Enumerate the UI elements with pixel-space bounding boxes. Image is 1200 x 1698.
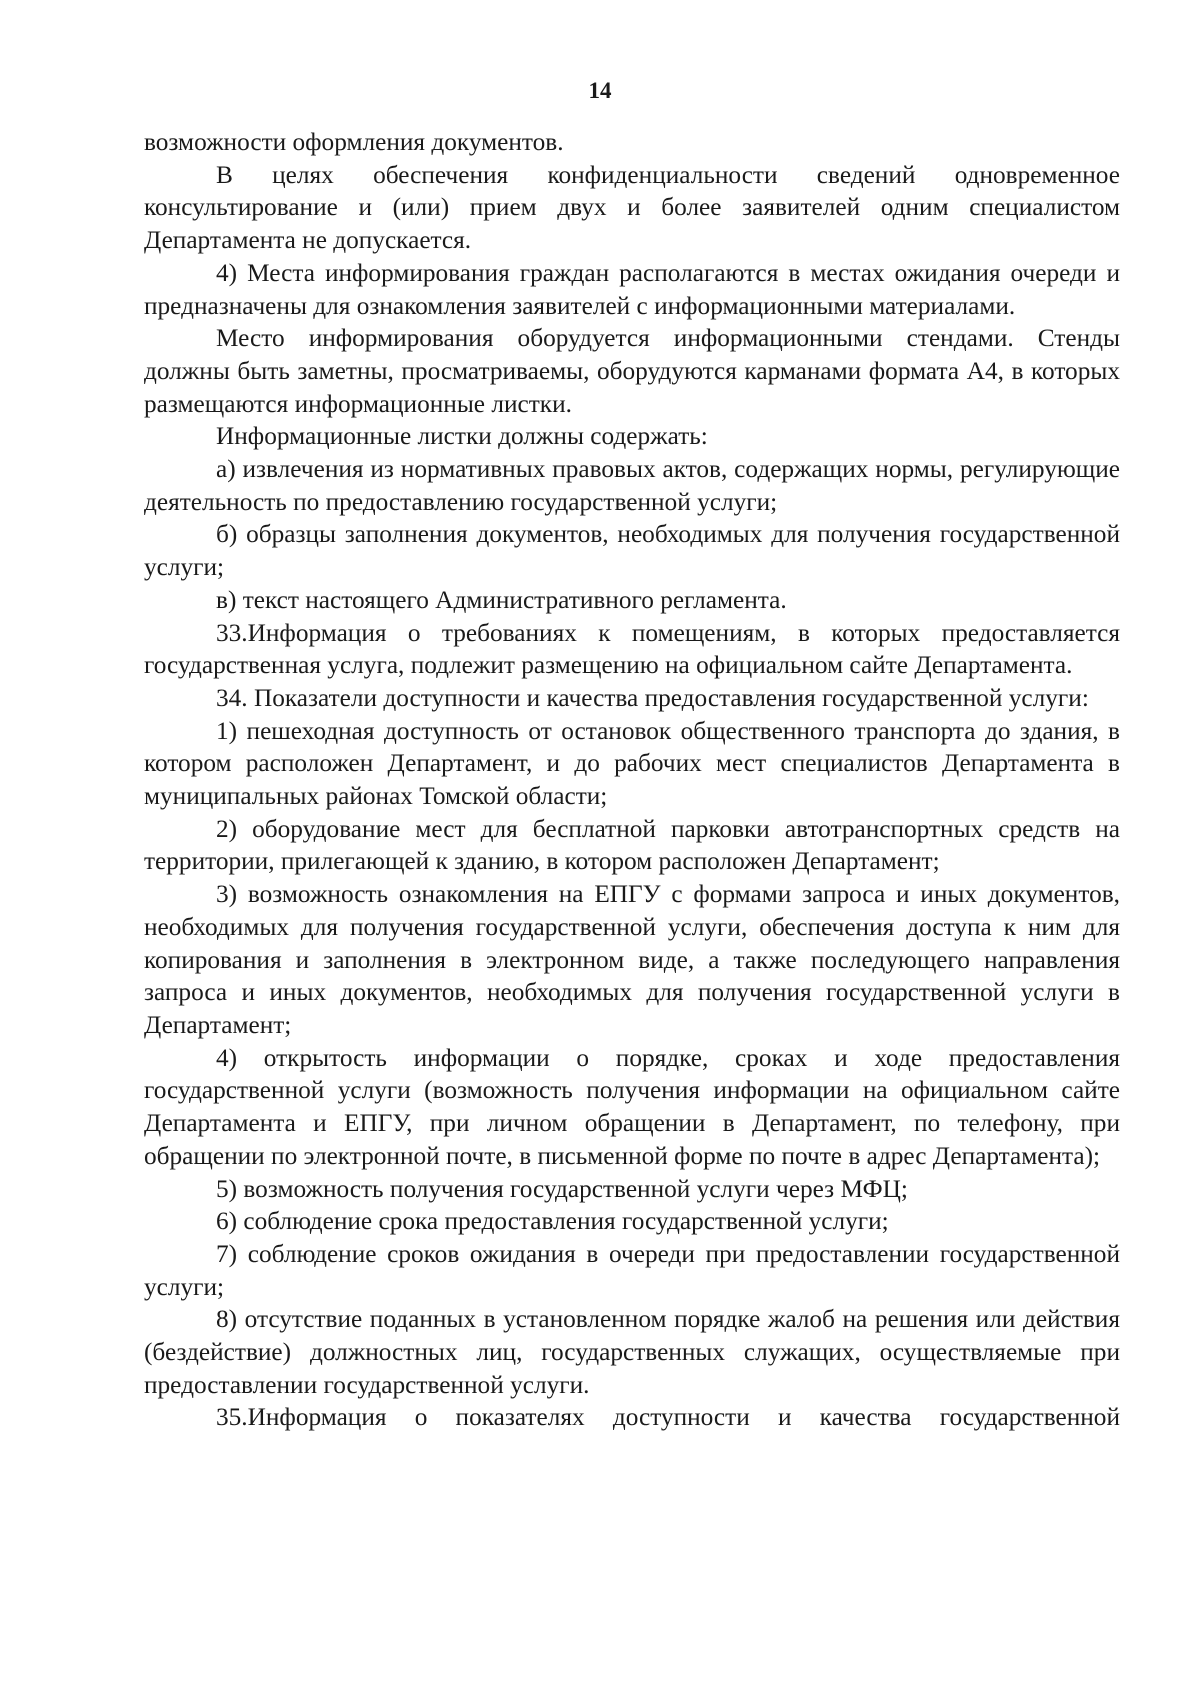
paragraph: 5) возможность получения государственной услуги через МФЦ;: [216, 1174, 908, 1203]
paragraph: 4) Места информирования граждан располагаются в местах ожидания очереди и предназначены для ознакомления заявителей с информационными материалами.: [144, 258, 1120, 320]
paragraph: 33.Информация о требованиях к помещениям, в которых предоставляется государственная услуга, подлежит размещению на официальном сайте Департамента.: [144, 618, 1120, 680]
paragraph: 7) соблюдение сроков ожидания в очереди при предоставлении государственной услуги;: [144, 1239, 1120, 1301]
paragraph: возможности оформления документов.: [144, 128, 564, 156]
page-number: 14: [588, 78, 612, 103]
paragraph: 1) пешеходная доступность от остановок общественного транспорта до здания, в котором расположен Департамент, и до рабочих мест специалистов Департамента в муниципальных районах Томской области;: [144, 716, 1120, 811]
document-body: [144, 126, 1120, 1434]
paragraph: а) извлечения из нормативных правовых актов, содержащих нормы, регулирующие деятельность по предоставлению государственной услуги;: [144, 455, 1120, 516]
paragraph: б) образцы заполнения документов, необходимых для получения государственной услуги;: [144, 520, 1120, 582]
paragraph: Информационные листки должны содержать:: [216, 422, 708, 451]
paragraph: 6) соблюдение срока предоставления государственной услуги;: [216, 1207, 889, 1236]
paragraph: 2) оборудование мест для бесплатной парковки автотранспортных средств на территории, прилегающей к зданию, в котором расположен Департамент;: [144, 814, 1120, 876]
paragraph: 34. Показатели доступности и качества предоставления государственной услуги:: [216, 683, 1089, 712]
paragraph: В целях обеспечения конфиденциальности сведений одновременное консультирование и (или) прием двух и более заявителей одним специалистом Департамента не допускается.: [144, 160, 1120, 255]
paragraph: 35.Информация о показателях доступности и качества государственной: [216, 1403, 1120, 1432]
paragraph: 8) отсутствие поданных в установленном порядке жалоб на решения или действия (бездействие) должностных лиц, государственных служащих, осуществляемые при предоставлении государственной услуги.: [144, 1305, 1120, 1399]
paragraph: 3) возможность ознакомления на ЕПГУ с формами запроса и иных документов, необходимых для получения государственной услуги, обеспечения доступа к ним для копирования и заполнения в электронном виде, а также последующего направления запроса и иных документов, необходимых для получения государственной услуги в Департамент;: [144, 880, 1120, 1039]
paragraph: 4) открытость информации о порядке, сроках и ходе предоставления государственной услуги (возможность получения информации на официальном сайте Департамента и ЕПГУ, при личном обращении в Департамент, по телефону, при обращении по электронной почте, в письменной форме по почте в адрес Департамента);: [144, 1043, 1120, 1170]
paragraph: Место информирования оборудуется информационными стендами. Стенды должны быть заметны, просматриваемы, оборудуются карманами формата А4, в которых размещаются информационные листки.: [144, 324, 1120, 418]
paragraph: в) текст настоящего Административного регламента.: [216, 585, 787, 614]
